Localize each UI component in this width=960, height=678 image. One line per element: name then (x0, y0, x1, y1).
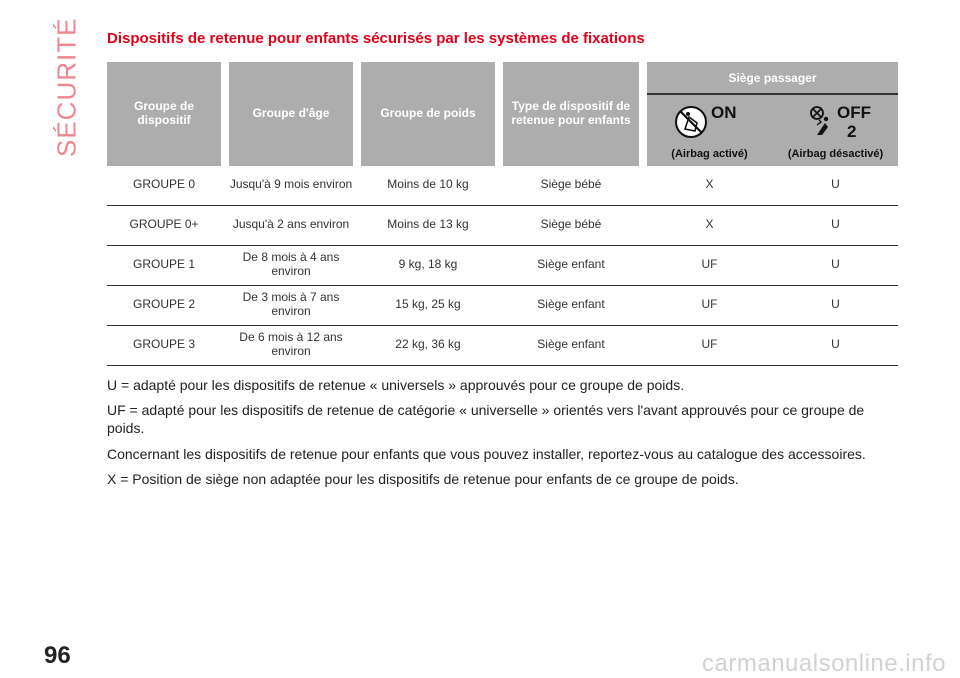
cell-age: Jusqu'à 9 mois environ (229, 177, 353, 192)
cell-airbag-off: U (831, 297, 840, 312)
cell-type: Siège enfant (537, 337, 605, 352)
cell-group: GROUPE 0+ (129, 217, 199, 232)
airbag-on-column (647, 95, 772, 166)
legend-notes (107, 376, 897, 495)
header-weight: Groupe de poids (361, 62, 495, 166)
cell-weight: Moins de 10 kg (387, 177, 469, 192)
table-header (107, 62, 898, 166)
table-row (107, 206, 898, 246)
airbag-on-icon-text: ON (711, 103, 737, 122)
cell-group: GROUPE 1 (132, 257, 195, 272)
header-group: Groupe de dispositif (107, 62, 221, 166)
cell-group: GROUPE 3 (132, 337, 195, 352)
cell-weight: 22 kg, 36 kg (395, 337, 461, 352)
cell-weight: 15 kg, 25 kg (395, 297, 461, 312)
cell-airbag-off: U (831, 177, 840, 192)
cell-weight: Moins de 13 kg (387, 217, 469, 232)
passenger-seat-title: Siège passager (647, 62, 898, 95)
header-passenger-seat (647, 62, 898, 166)
note-accessories: Concernant les dispositifs de retenue pour enfants que vous pouvez installer, reportez-vous au catalogue des accessoires. (107, 445, 866, 462)
note-x: X = Position de siège non adaptée pour les dispositifs de retenue pour enfants de ce groupe de poids. (107, 470, 739, 487)
cell-type: Siège enfant (537, 297, 605, 312)
cell-airbag-on: UF (701, 297, 718, 312)
cell-group: GROUPE 2 (132, 297, 195, 312)
cell-airbag-off: U (831, 217, 840, 232)
airbag-on-icon (669, 101, 759, 141)
airbag-off-icon (795, 101, 885, 141)
airbag-on-label: (Airbag activé) (671, 148, 748, 160)
watermark: carmanualsonline.info (702, 650, 946, 677)
child-restraint-table (107, 62, 898, 366)
table-row (107, 326, 898, 366)
cell-type: Siège enfant (537, 257, 605, 272)
header-type: Type de dispositif de retenue pour enfants (503, 62, 639, 166)
cell-age: De 3 mois à 7 ans environ (242, 290, 340, 318)
table-row (107, 166, 898, 206)
table-row (107, 286, 898, 326)
airbag-off-icon-text: OFF (837, 103, 871, 122)
cell-group: GROUPE 0 (132, 177, 195, 192)
cell-airbag-on: UF (701, 337, 718, 352)
cell-airbag-on: UF (701, 257, 718, 272)
header-age: Groupe d'âge (229, 62, 353, 166)
airbag-off-label: (Airbag désactivé) (787, 148, 884, 160)
cell-age: Jusqu'à 2 ans environ (232, 217, 350, 232)
cell-weight: 9 kg, 18 kg (398, 257, 458, 272)
note-uf: UF = adapté pour les dispositifs de retenue de catégorie « universelle » orientés vers l'avant approuvés pour ce groupe de poids. (107, 402, 865, 437)
cell-airbag-off: U (831, 337, 840, 352)
section-title: Dispositifs de retenue pour enfants sécurisés par les systèmes de fixations (107, 30, 645, 47)
cell-airbag-on: X (705, 217, 714, 232)
side-section-title: SÉCURITÉ (51, 17, 82, 157)
cell-airbag-on: X (705, 177, 714, 192)
cell-airbag-off: U (831, 257, 840, 272)
table-row (107, 246, 898, 286)
airbag-off-icon-number: 2 (847, 122, 857, 141)
cell-type: Siège bébé (540, 177, 602, 192)
cell-type: Siège bébé (540, 217, 602, 232)
cell-age: De 6 mois à 12 ans environ (239, 330, 343, 358)
note-u: U = adapté pour les dispositifs de retenue « universels » approuvés pour ce groupe de poids. (107, 377, 685, 393)
cell-age: De 8 mois à 4 ans environ (242, 250, 340, 278)
page-number: 96 (44, 642, 71, 669)
airbag-off-column (773, 95, 898, 166)
